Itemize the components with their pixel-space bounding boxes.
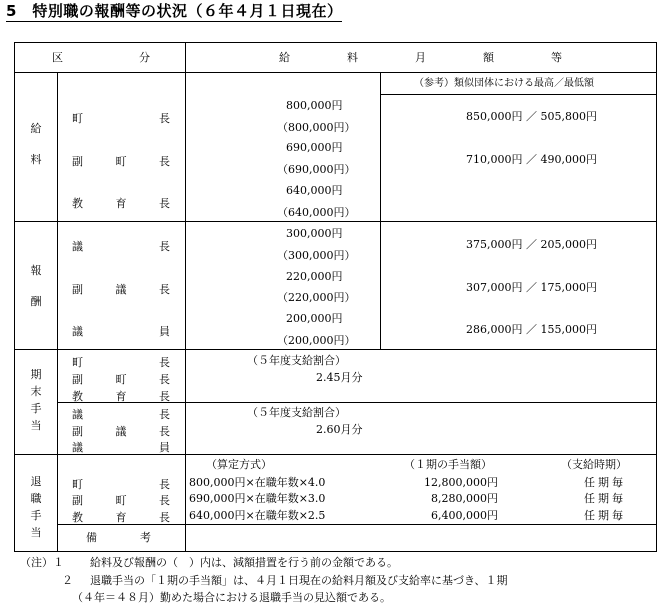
taisyoku-timing-kyoikucho: 任期毎 bbox=[584, 509, 626, 522]
kimatsu-name-fukugicho: 副 議 長 bbox=[72, 425, 170, 438]
taisyoku-timing-fukuchocho: 任期毎 bbox=[584, 492, 626, 505]
taisyoku-amount-chocho: 12,800,000円 bbox=[424, 476, 498, 489]
header-kyuryo-5: 等 bbox=[551, 51, 562, 64]
amount-giin: 200,000円 bbox=[286, 312, 343, 325]
row-name-giin: 議 員 bbox=[72, 325, 170, 338]
taisyoku-name-fukuchocho: 副 町 長 bbox=[72, 494, 170, 507]
taisyoku-name-kyoikucho: 教 育 長 bbox=[72, 511, 170, 524]
section-label-kimatsu: 期 末 手 当 bbox=[30, 368, 42, 433]
reference-gicho: 375,000円 ／ 205,000円 bbox=[466, 238, 597, 251]
kimatsu-caption-2: （５年度支給割合） bbox=[247, 406, 346, 419]
header-kyuryo-2: 料 bbox=[347, 51, 358, 64]
note-1-prefix: （注）１ bbox=[20, 556, 64, 569]
kimatsu-name-chocho: 町 長 bbox=[72, 356, 170, 369]
taisyoku-method-kyoikucho: 640,000円×在職年数×2.5 bbox=[189, 509, 326, 522]
taisyoku-amount-kyoikucho: 6,400,000円 bbox=[431, 509, 498, 522]
kimatsu-value-2: 2.60月分 bbox=[316, 423, 363, 436]
kimatsu-value-1: 2.45月分 bbox=[316, 371, 363, 384]
row-name-kyoikucho: 教 育 長 bbox=[72, 197, 170, 210]
note-1: 給料及び報酬の（ ）内は、減額措置を行う前の金額である。 bbox=[90, 556, 398, 569]
reference-header: （参考）類似団体における最高／最低額 bbox=[414, 78, 594, 89]
note-2-line-2: （４年＝４８月）勤めた場合における退職手当の見込額である。 bbox=[72, 591, 391, 604]
taisyoku-name-chocho: 町 長 bbox=[72, 478, 170, 491]
row-name-fukuchocho: 副 町 長 bbox=[72, 155, 170, 168]
kimatsu-name-giin: 議 員 bbox=[72, 441, 170, 454]
row-name-gicho: 議 長 bbox=[72, 240, 170, 253]
header-kyuryo-1: 給 bbox=[279, 51, 290, 64]
taisyoku-amount-fukuchocho: 8,280,000円 bbox=[431, 492, 498, 505]
note-2-prefix: ２ bbox=[62, 574, 73, 587]
taisyoku-method-fukuchocho: 690,000円×在職年数×3.0 bbox=[189, 492, 326, 505]
before-amount-fukuchocho: （690,000円） bbox=[277, 163, 356, 176]
bikou-label-2: 考 bbox=[140, 531, 151, 544]
reference-giin: 286,000円 ／ 155,000円 bbox=[466, 323, 597, 336]
reference-fukugicho: 307,000円 ／ 175,000円 bbox=[466, 281, 597, 294]
amount-gicho: 300,000円 bbox=[286, 227, 343, 240]
amount-fukuchocho: 690,000円 bbox=[286, 141, 343, 154]
header-kyuryo-4: 額 bbox=[483, 51, 494, 64]
taisyoku-header-timing: （支給時期） bbox=[561, 458, 627, 471]
taisyoku-method-chocho: 800,000円×在職年数×4.0 bbox=[189, 476, 326, 489]
before-amount-giin: （200,000円） bbox=[277, 334, 356, 347]
before-amount-kyoikucho: （640,000円） bbox=[277, 206, 356, 219]
section-label-housyu: 報 酬 bbox=[30, 264, 42, 309]
taisyoku-header-method: （算定方式） bbox=[206, 458, 272, 471]
kimatsu-name-gicho: 議 長 bbox=[72, 408, 170, 421]
before-amount-chocho: （800,000円） bbox=[277, 121, 356, 134]
before-amount-gicho: （300,000円） bbox=[277, 249, 356, 262]
kimatsu-name-kyoikucho: 教 育 長 bbox=[72, 390, 170, 403]
section-label-taisyoku: 退 職 手 当 bbox=[30, 475, 42, 540]
amount-kyoikucho: 640,000円 bbox=[286, 184, 343, 197]
note-2-line-1: 退職手当の「１期の手当額」は、４月１日現在の給料月額及び支給率に基づき、１期 bbox=[90, 574, 508, 587]
reference-chocho: 850,000円 ／ 505,800円 bbox=[466, 110, 597, 123]
before-amount-fukugicho: （220,000円） bbox=[277, 291, 356, 304]
reference-fukuchocho: 710,000円 ／ 490,000円 bbox=[466, 153, 597, 166]
row-name-fukugicho: 副 議 長 bbox=[72, 283, 170, 296]
section-label-kyuryo: 給 料 bbox=[30, 122, 42, 167]
taisyoku-header-amount: （１期の手当額） bbox=[404, 458, 492, 471]
header-kubun-2: 分 bbox=[139, 51, 150, 64]
page-title: 5 特別職の報酬等の状況（６年４月１日現在） bbox=[6, 2, 343, 20]
amount-fukugicho: 220,000円 bbox=[286, 270, 343, 283]
kimatsu-caption-1: （５年度支給割合） bbox=[247, 354, 346, 367]
row-name-chocho: 町 長 bbox=[72, 112, 170, 125]
header-kubun-1: 区 bbox=[52, 51, 63, 64]
kimatsu-name-fukuchocho: 副 町 長 bbox=[72, 373, 170, 386]
taisyoku-timing-chocho: 任期毎 bbox=[584, 476, 626, 489]
amount-chocho: 800,000円 bbox=[286, 99, 343, 112]
header-kyuryo-3: 月 bbox=[415, 51, 426, 64]
bikou-label-1: 備 bbox=[86, 531, 97, 544]
